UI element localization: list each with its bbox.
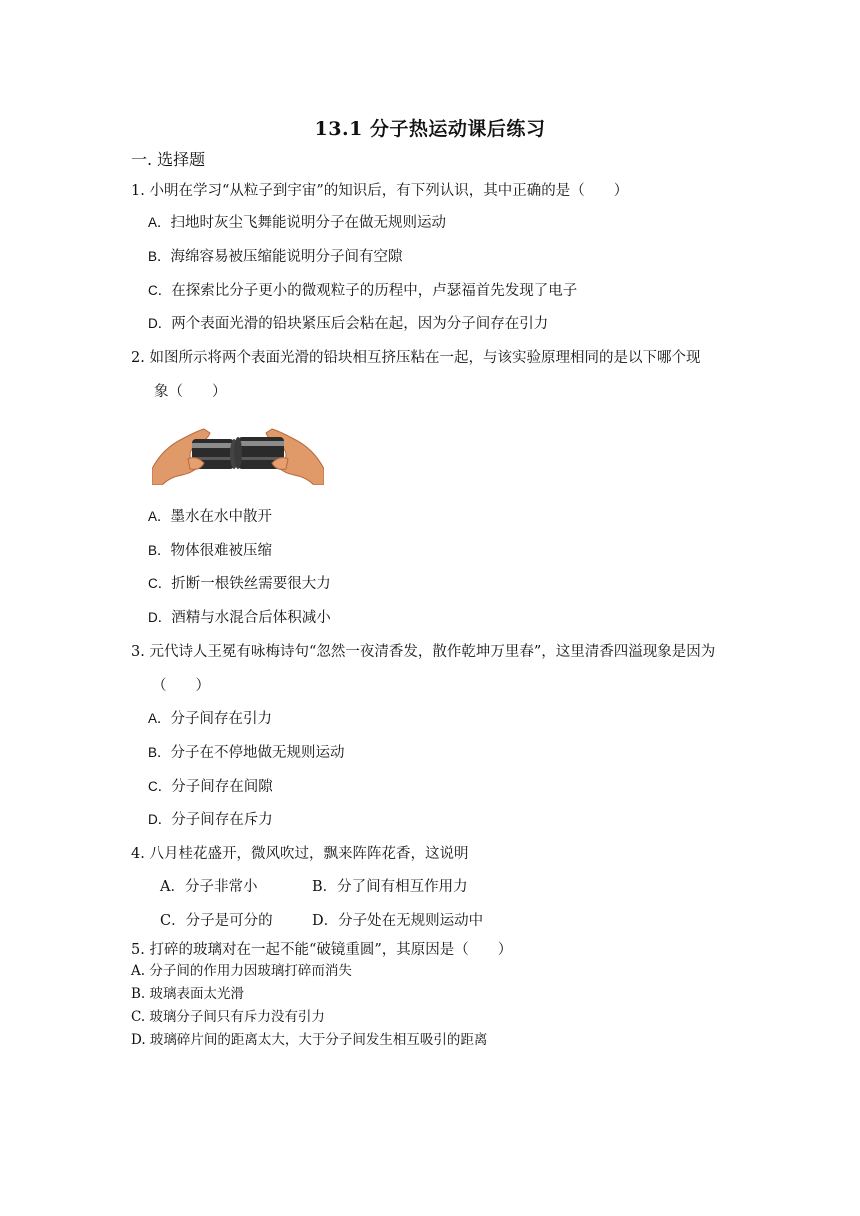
- question-4-option-a: A．分子非常小: [160, 879, 258, 895]
- question-5-option-c: C. 玻璃分子间只有斥力没有引力: [131, 1009, 325, 1025]
- question-5-option-a: A. 分子间的作用力因玻璃打碎而消失: [131, 963, 352, 979]
- question-2-option-d: D．酒精与水混合后体积减小: [148, 610, 331, 626]
- question-5-option-b: B. 玻璃表面太光滑: [131, 986, 245, 1002]
- hands-pressing-lead-blocks-image: [152, 419, 324, 485]
- question-2-option-b: B．物体很难被压缩: [148, 543, 273, 559]
- question-1-stem: 1. 小明在学习“从粒子到宇宙”的知识后，有下列认识，其中正确的是（ ）: [131, 183, 629, 199]
- section-heading: 一. 选择题: [131, 150, 206, 169]
- question-5-stem: 5. 打碎的玻璃对在一起不能“破镜重圆”，其原因是（ ）: [131, 942, 513, 958]
- question-2-stem: 2. 如图所示将两个表面光滑的铅块相互挤压粘在一起，与该实验原理相同的是以下哪个现: [131, 350, 701, 366]
- question-4-option-d: D．分子处在无规则运动中: [312, 913, 484, 929]
- question-3-option-c: C．分子间存在间隙: [148, 779, 273, 795]
- question-2-stem-cont: 象（ ）: [154, 384, 227, 400]
- question-4-option-c: C．分子是可分的: [160, 913, 273, 929]
- question-3-stem: 3. 元代诗人王冕有咏梅诗句“忽然一夜清香发，散作乾坤万里春”，这里清香四溢现象是因为: [131, 644, 716, 660]
- question-2-option-a: A．墨水在水中散开: [148, 509, 273, 525]
- question-3-option-b: B．分子在不停地做无规则运动: [148, 745, 345, 761]
- question-3-option-d: D．分子间存在斥力: [148, 812, 273, 828]
- question-3-stem-cont: （ ）: [152, 678, 210, 694]
- question-5-option-d: D. 玻璃碎片间的距离太大，大于分子间发生相互吸引的距离: [131, 1032, 488, 1048]
- question-4-stem: 4. 八月桂花盛开，微风吹过，飘来阵阵花香，这说明: [131, 846, 469, 862]
- question-1-option-c: C．在探索比分子更小的微观粒子的历程中，卢瑟福首先发现了电子: [148, 283, 578, 299]
- question-1-option-a: A．扫地时灰尘飞舞能说明分子在做无规则运动: [148, 215, 447, 231]
- question-1-option-b: B．海绵容易被压缩能说明分子间有空隙: [148, 249, 403, 265]
- page-title: 13.1 分子热运动课后练习: [314, 118, 546, 140]
- question-1-option-d: D．两个表面光滑的铅块紧压后会粘在起，因为分子间存在引力: [148, 316, 549, 332]
- question-2-option-c: C．折断一根铁丝需要很大力: [148, 576, 331, 592]
- question-4-option-b: B．分了间有相互作用力: [312, 879, 468, 895]
- question-3-option-a: A．分子间存在引力: [148, 711, 273, 727]
